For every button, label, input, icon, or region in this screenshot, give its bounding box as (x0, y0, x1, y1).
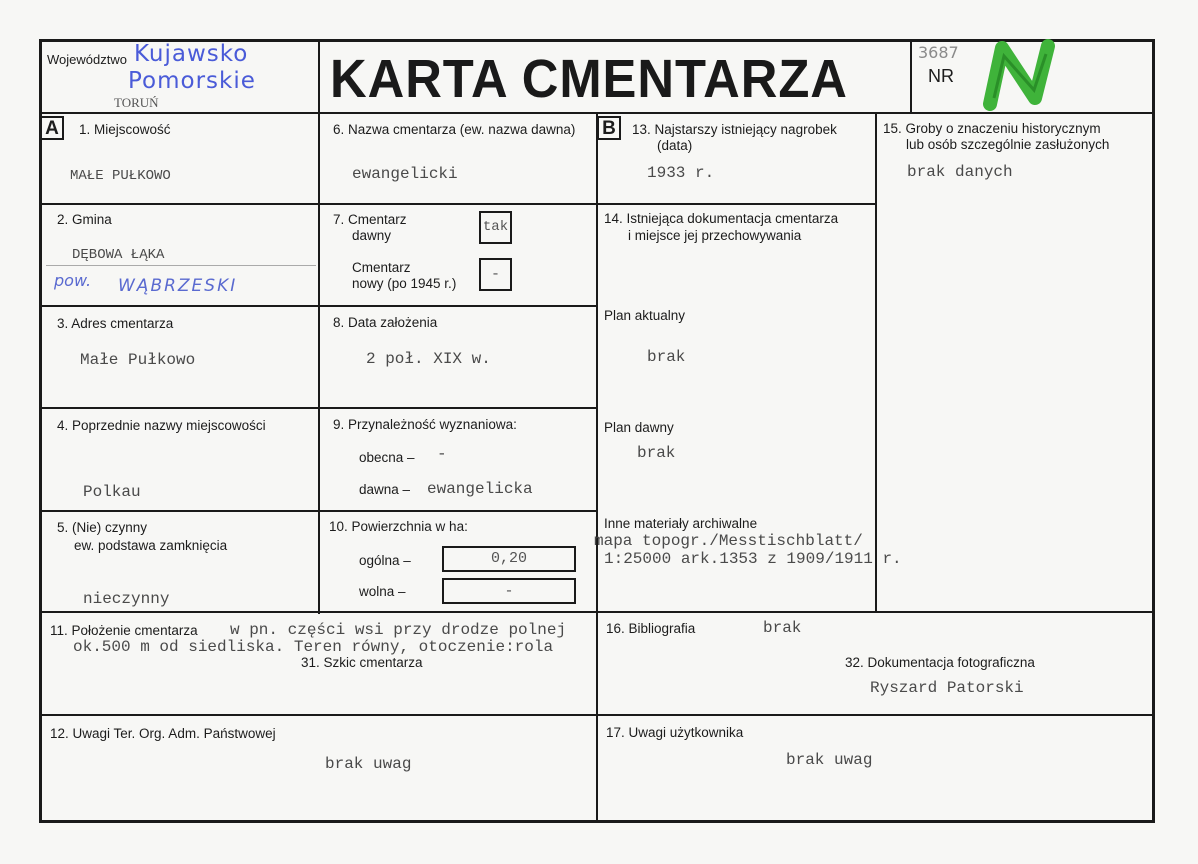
field-32-label: 32. Dokumentacja fotograficzna (845, 655, 1035, 670)
field-16-value: brak (763, 619, 802, 637)
stamp-voivodeship-line2: Pomorskie (128, 68, 256, 94)
field-14-label: 14. Istniejąca dokumentacja cmentarza (604, 211, 839, 226)
field-12-value: brak uwag (325, 755, 412, 773)
field-13-sublabel: (data) (657, 138, 693, 153)
field-6-label: 6. Nazwa cmentarza (ew. nazwa dawna) (333, 122, 576, 137)
nr-label: NR (928, 66, 954, 86)
field-12-label: 12. Uwagi Ter. Org. Adm. Państwowej (50, 726, 276, 741)
field-10-ogolna-label: ogólna – (359, 553, 411, 568)
field-7-label: 7. Cmentarz (333, 212, 407, 227)
section-b-marker: B (597, 116, 621, 140)
field-5-label: 5. (Nie) czynny (57, 520, 148, 535)
field-3-label: 3. Adres cmentarza (57, 316, 174, 331)
field-6-value: ewangelicki (352, 165, 458, 183)
page-title: KARTA CMENTARZA (330, 49, 848, 109)
field-4-value: Polkau (83, 483, 141, 501)
field-5-sublabel: ew. podstawa zamknięcia (74, 538, 228, 553)
field-5-value: nieczynny (83, 590, 170, 608)
field-3-value: Małe Pułkowo (80, 351, 196, 369)
field-10-wolna-box: - (442, 578, 576, 604)
plan-dawny-value: brak (637, 444, 676, 462)
field-2-value: DĘBOWA ŁĄKA (72, 247, 165, 263)
inne-materialy-label: Inne materiały archiwalne (604, 516, 758, 531)
field-7-dawny-checkbox: tak (479, 211, 512, 244)
field-15-sublabel: lub osób szczególnie zasłużonych (906, 137, 1110, 152)
field-15-value: brak danych (907, 163, 1013, 181)
field-16-label: 16. Bibliografia (606, 621, 696, 636)
field-10-ogolna-box: 0,20 (442, 546, 576, 572)
column-divider (875, 112, 877, 613)
inne-materialy-value-line2: 1:25000 ark.1353 z 1909/1911 r. (604, 550, 902, 568)
plan-dawny-label: Plan dawny (604, 420, 674, 435)
field-7-cmentarz-label: Cmentarz (352, 260, 411, 275)
nr-pencil-number: 3687 (918, 43, 959, 62)
column-divider (910, 39, 912, 114)
field-8-label: 8. Data założenia (333, 315, 438, 330)
field-7-dawny-label: dawny (352, 228, 392, 243)
field-11-value-line2: ok.500 m od siedliska. Teren równy, otoczenie:rola (73, 638, 554, 656)
row-divider (39, 203, 876, 205)
column-divider (318, 39, 320, 614)
field-7-nowy-checkbox: - (479, 258, 512, 291)
field-9-dawna-label: dawna – (359, 482, 411, 497)
field-2-handwritten-pow: pow. (54, 271, 92, 290)
field-7-nowy-label: nowy (po 1945 r.) (352, 276, 457, 291)
field-11-value-line1: w pn. części wsi przy drodze polnej (230, 621, 567, 639)
field-9-obecna-label: obecna – (359, 450, 415, 465)
field-9-obecna-value: - (437, 445, 447, 463)
field-31-label: 31. Szkic cmentarza (301, 655, 423, 670)
field-11-label: 11. Położenie cmentarza (50, 623, 198, 638)
gmina-underline (46, 265, 316, 266)
field-17-value: brak uwag (786, 751, 873, 769)
column-divider (596, 112, 598, 823)
field-1-label: 1. Miejscowość (79, 122, 171, 137)
field-32-value: Ryszard Patorski (870, 679, 1024, 697)
field-9-dawna-value: ewangelicka (427, 480, 533, 498)
field-13-label: 13. Najstarszy istniejący nagrobek (632, 122, 837, 137)
marker-n-icon (980, 38, 1080, 114)
plan-aktualny-label: Plan aktualny (604, 308, 686, 323)
field-2-label: 2. Gmina (57, 212, 112, 227)
field-13-value: 1933 r. (647, 164, 715, 182)
field-14-sublabel: i miejsce jej przechowywania (628, 228, 802, 243)
section-a-marker: A (40, 116, 64, 140)
field-10-wolna-label: wolna – (359, 584, 406, 599)
field-9-label: 9. Przynależność wyznaniowa: (333, 417, 517, 432)
field-1-value: MAŁE PUŁKOWO (70, 168, 171, 184)
plan-aktualny-value: brak (647, 348, 686, 366)
wojewodztwo-label: Województwo (47, 52, 127, 67)
field-8-value: 2 poł. XIX w. (366, 350, 491, 368)
stamp-city: TORUŃ (114, 95, 159, 110)
stamp-voivodeship-line1: Kujawsko (134, 41, 249, 67)
field-4-label: 4. Poprzednie nazwy miejscowości (57, 418, 266, 433)
field-15-label: 15. Groby o znaczeniu historycznym (883, 121, 1101, 136)
field-10-label: 10. Powierzchnia w ha: (329, 519, 468, 534)
field-17-label: 17. Uwagi użytkownika (606, 725, 744, 740)
field-2-handwritten-county: WĄBRZESKI (118, 276, 238, 296)
inne-materialy-value-line1: mapa topogr./Messtischblatt/ (594, 532, 863, 550)
